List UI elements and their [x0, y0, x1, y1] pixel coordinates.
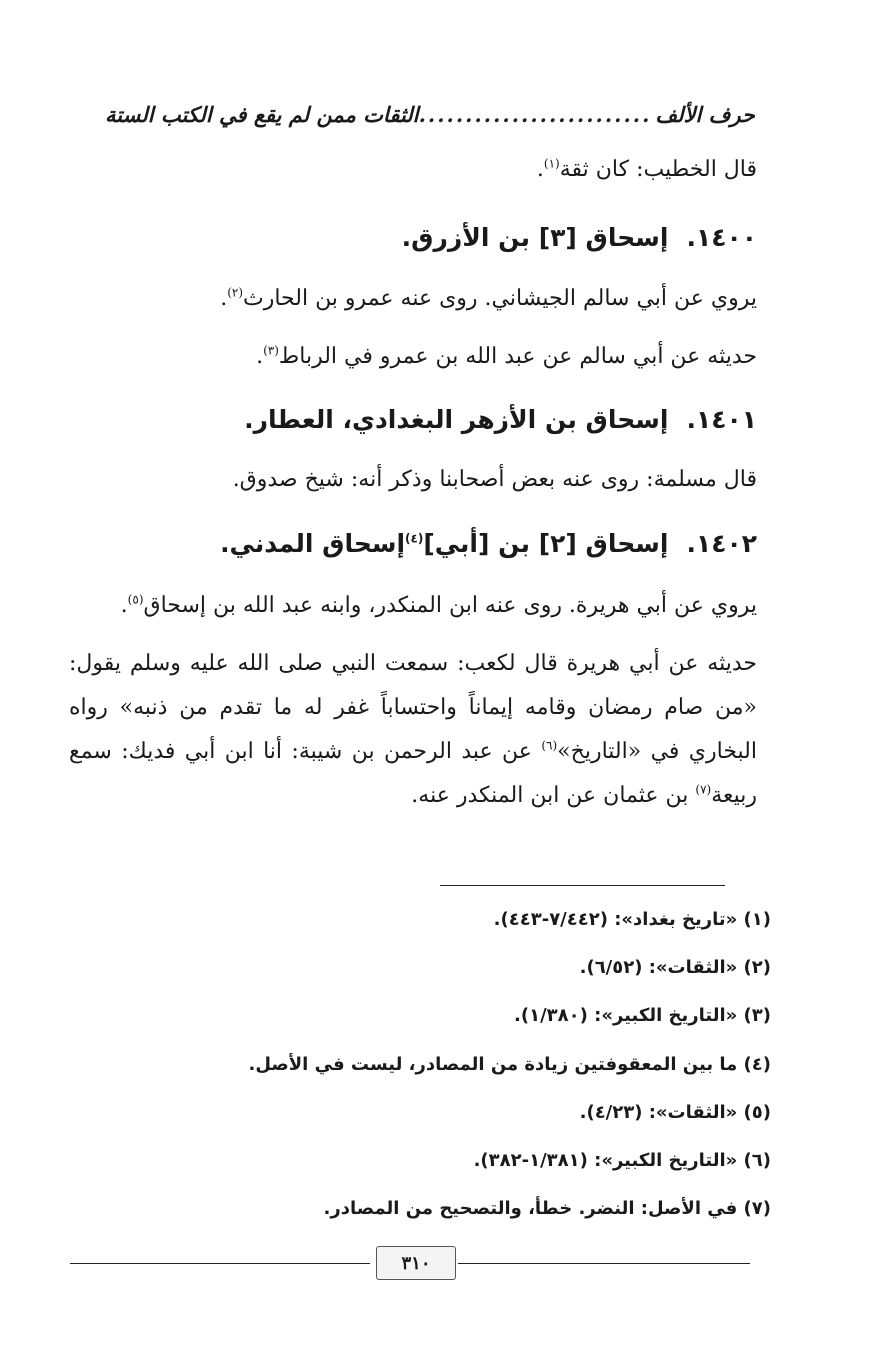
footnote-ref: (١): [543, 156, 560, 171]
footnote-ref: (٧): [695, 782, 712, 797]
entry-heading: [107, 400, 757, 440]
footnote-ref: (٤): [405, 531, 424, 546]
entry-title-part1: إسحاق [٢] بن [أبي]: [423, 529, 669, 558]
footnote-item: (٦) «التاريخ الكبير»: (١/٣٨١-٣٨٢).: [473, 1149, 771, 1171]
footnote-item: (٥) «الثقات»: (٤/٢٣).: [579, 1101, 771, 1123]
entry-title-part2: إسحاق المدني.: [220, 529, 406, 558]
entry-number: ١٤٠٠.: [686, 223, 757, 252]
entry-line: حديثه عن أبي سالم عن عبد الله بن عمرو في الرباط$^{(٣)}$.: [256, 343, 757, 369]
header-book-title: الثقات ممن لم يقع في الكتب الستة: [105, 101, 419, 127]
entry-line: يروي عن أبي سالم الجيشاني. روى عنه عمرو بن الحارث$^{(٢)}$.: [220, 285, 757, 311]
running-header: [105, 96, 755, 132]
page-number: ٣١٠: [376, 1246, 456, 1280]
bottom-rule: [70, 1263, 370, 1264]
entry-line: يروي عن أبي هريرة. روى عنه ابن المنكدر، وابنه عبد الله بن إسحاق$^{(٥)}$.: [120, 592, 757, 618]
intro-line: قال الخطيب: كان ثقة$^{(١)}$.: [536, 156, 757, 182]
header-dot-leader: [419, 102, 656, 127]
footnote-ref: (٢): [227, 285, 244, 300]
footnote-ref: (٥): [127, 592, 144, 607]
footnote-item: (٧) في الأصل: النضر. خطأ، والتصحيح من المصادر.: [323, 1198, 771, 1220]
footnote-separator: [440, 885, 725, 886]
entry-title: إسحاق [٣] بن الأزرق.: [401, 223, 669, 252]
footnote-item: (١) «تاريخ بغداد»: (٧/٤٤٢-٤٤٣).: [493, 909, 771, 930]
footnote-item: (٢) «الثقات»: (٦/٥٢).: [579, 957, 771, 979]
entry-heading: [107, 524, 757, 564]
bottom-rule: [458, 1263, 750, 1264]
footnotes: [71, 902, 771, 1239]
footnote-ref: (٦): [541, 738, 558, 753]
header-chapter: حرف الألف: [655, 101, 755, 127]
entry-title: إسحاق بن الأزهر البغدادي، العطار.: [244, 405, 669, 434]
entry-line: قال مسلمة: روى عنه بعض أصحابنا وذكر أنه: شيخ صدوق.: [232, 467, 757, 492]
footnote-item: (٤) ما بين المعقوفتين زيادة من المصادر، ليست في الأصل.: [248, 1053, 771, 1075]
entry-number: ١٤٠١.: [686, 405, 757, 434]
entry-heading: [107, 218, 757, 258]
hadith-paragraph: حديثه عن أبي هريرة قال لكعب: سمعت النبي صلى الله عليه وسلم يقول: «من صام رمضان وقامه إيماناً واحتساباً غفر له ما تقدم من ذنبه» رواه البخاري في «التاريخ»$^{(٦)}$ عن عبد الرحمن بن شيبة: أنا ابن أبي فديك: سمع ربيعة$^{(٧)}$ بن عثمان عن ابن المنكدر عنه.: [69, 651, 758, 808]
footnote-item: (٣) «التاريخ الكبير»: (١/٣٨٠).: [514, 1005, 771, 1027]
entry-number: ١٤٠٢.: [686, 529, 757, 558]
footnote-ref: (٣): [263, 343, 279, 358]
